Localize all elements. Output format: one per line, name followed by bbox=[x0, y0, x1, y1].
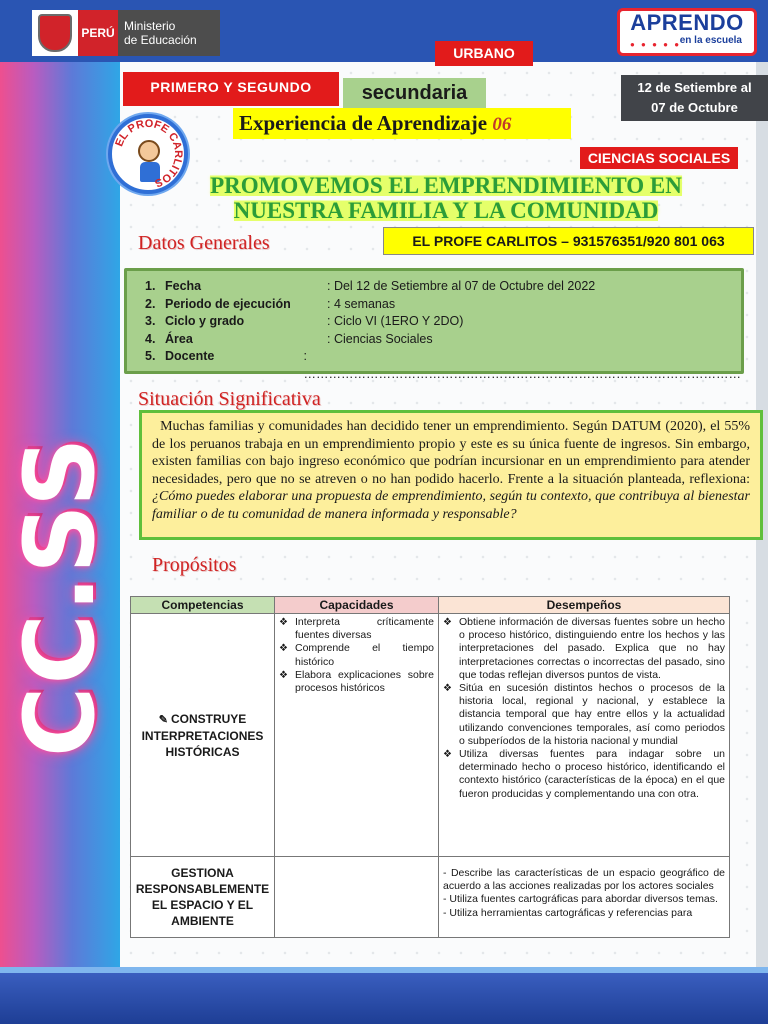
capacidades-cell bbox=[275, 614, 439, 857]
side-title: CC.SS bbox=[4, 435, 116, 757]
aprendo-title: APRENDO bbox=[630, 10, 744, 35]
dato-row: 2. Periodo de ejecución : 4 semanas bbox=[145, 296, 396, 311]
badge-ring-text bbox=[112, 118, 184, 190]
dato-row: 5. Docente : …………………………………………………………………………………………… bbox=[145, 349, 741, 381]
dots-icon: ● ● ● ● ● bbox=[630, 40, 682, 49]
materia-label: CIENCIAS SOCIALES bbox=[580, 147, 738, 169]
bottom-banner bbox=[0, 967, 768, 1024]
profe-badge bbox=[108, 114, 188, 194]
experiencia-title: Experiencia de Aprendizaje 06 bbox=[233, 108, 571, 139]
competencia-cell: GESTIONA RESPONSABLEMENTE EL ESPACIO Y EL AMBIENTE bbox=[131, 857, 275, 938]
peru-label: PERÚ bbox=[78, 10, 118, 56]
ministerio-logo bbox=[32, 10, 220, 56]
list-item: - Utiliza herramientas cartográficas y referencias para bbox=[443, 906, 693, 919]
situacion-heading: Situación Significativa bbox=[138, 388, 321, 410]
grado-label: PRIMERO Y SEGUNDO bbox=[123, 72, 339, 106]
desempenos-cell bbox=[439, 614, 730, 857]
header-capacidades: Capacidades bbox=[275, 597, 439, 614]
list-item: ❖ Utiliza diversas fuentes para indagar sobre un determinado hecho o proceso histórico, identificando el contexto histórico (características de la época) en el que fueron producidas y complementando una con otra. bbox=[443, 748, 725, 801]
list-item: ❖ Interpreta críticamente fuentes diversas bbox=[279, 616, 434, 642]
area-tag: URBANO bbox=[435, 41, 533, 66]
list-item: ❖ Sitúa en sucesión distintos hechos o procesos de la historia local, regional y nacional, y establece la distancia temporal que hay entre ellos y la actualidad utilizando convenciones temporales, así como periodos o subperíodos de la historia nacional y mundial bbox=[443, 682, 725, 748]
situacion-text: Muchas familias y comunidades han decidido tener un emprendimiento. Según DATUM (2020), el 55% de los peruanos trabaja en un emprendimiento propio y este es su única fuente de ingresos. Sin embargo, existen familias con bajo ingreso económico que podrían incursionar en un emprendimiento para atender necesidades, pero que no se atreven o no han podido hacerlo. Frente a la situación planteada, reflexiona: ¿Cómo puedes elaborar una propuesta de emprendimiento, según tu contexto, que contribuya al bienestar familiar o de tu comunidad de manera informada y responsable? bbox=[139, 410, 763, 540]
list-item: - Describe las características de un espacio geográfico de acuerdo a las acciones realizadas por los actores sociales bbox=[443, 867, 725, 893]
ministerio-label: Ministerio de Educación bbox=[118, 10, 220, 56]
aprendo-sub: en la escuela bbox=[679, 35, 742, 46]
svg-text:EL PROFE CARLITOS: EL PROFE CARLITOS bbox=[113, 117, 185, 190]
datos-generales-heading: Datos Generales bbox=[138, 232, 270, 254]
aprendo-logo bbox=[617, 8, 757, 56]
propositos-heading: Propósitos bbox=[152, 554, 237, 576]
propositos-table bbox=[130, 596, 730, 938]
header-desempenos: Desempeños bbox=[439, 597, 730, 614]
side-gradient-band bbox=[0, 62, 120, 967]
table-row bbox=[131, 614, 730, 857]
date-range: 12 de Setiembre al 07 de Octubre bbox=[621, 75, 768, 121]
pencil-icon: ✎ bbox=[158, 713, 168, 726]
list-item: ❖ Obtiene información de diversas fuentes sobre un hecho o proceso histórico, distinguiendo entre los hechos y las interpretaciones del pasado. Explica que no hay interpretaciones correctas o incorrectas del pasado, sino que todas reflejan diversos puntos de vista. bbox=[443, 616, 725, 682]
list-item: ❖ Comprende el tiempo histórico bbox=[279, 642, 434, 668]
profe-contact: EL PROFE CARLITOS – 931576351/920 801 063 bbox=[383, 227, 754, 255]
header-competencias: Competencias bbox=[131, 597, 275, 614]
shield-icon bbox=[32, 10, 78, 56]
situacion-question: ¿Cómo puedes elaborar una propuesta de emprendimiento, según tu contexto, que contribuya al bienestar familiar o de tu comunidad de manera informada y responsable? bbox=[152, 489, 750, 522]
desempenos-cell bbox=[439, 857, 730, 938]
competencia-cell: ✎ CONSTRUYE INTERPRETACIONES HISTÓRICAS bbox=[131, 614, 275, 857]
list-item: - Utiliza fuentes cartográficas para abordar diversos temas. bbox=[443, 893, 718, 906]
dato-row: 1. Fecha : Del 12 de Setiembre al 07 de Octubre del 2022 bbox=[145, 279, 596, 293]
dato-row: 4. Área : Ciencias Sociales bbox=[145, 331, 433, 346]
datos-generales-box bbox=[124, 268, 744, 381]
dato-row: 3. Ciclo y grado : Ciclo VI (1ERO Y 2DO) bbox=[145, 314, 464, 328]
list-item: ❖ Elabora explicaciones sobre procesos históricos bbox=[279, 669, 434, 695]
experiencia-headline: PROMOVEMOS EL EMPRENDIMIENTO EN NUESTRA FAMILIA Y LA COMUNIDAD bbox=[210, 173, 682, 223]
capacidades-cell bbox=[275, 857, 439, 938]
experiencia-number: 06 bbox=[492, 114, 512, 135]
nivel-label: secundaria bbox=[343, 78, 486, 108]
table-row bbox=[131, 857, 730, 938]
